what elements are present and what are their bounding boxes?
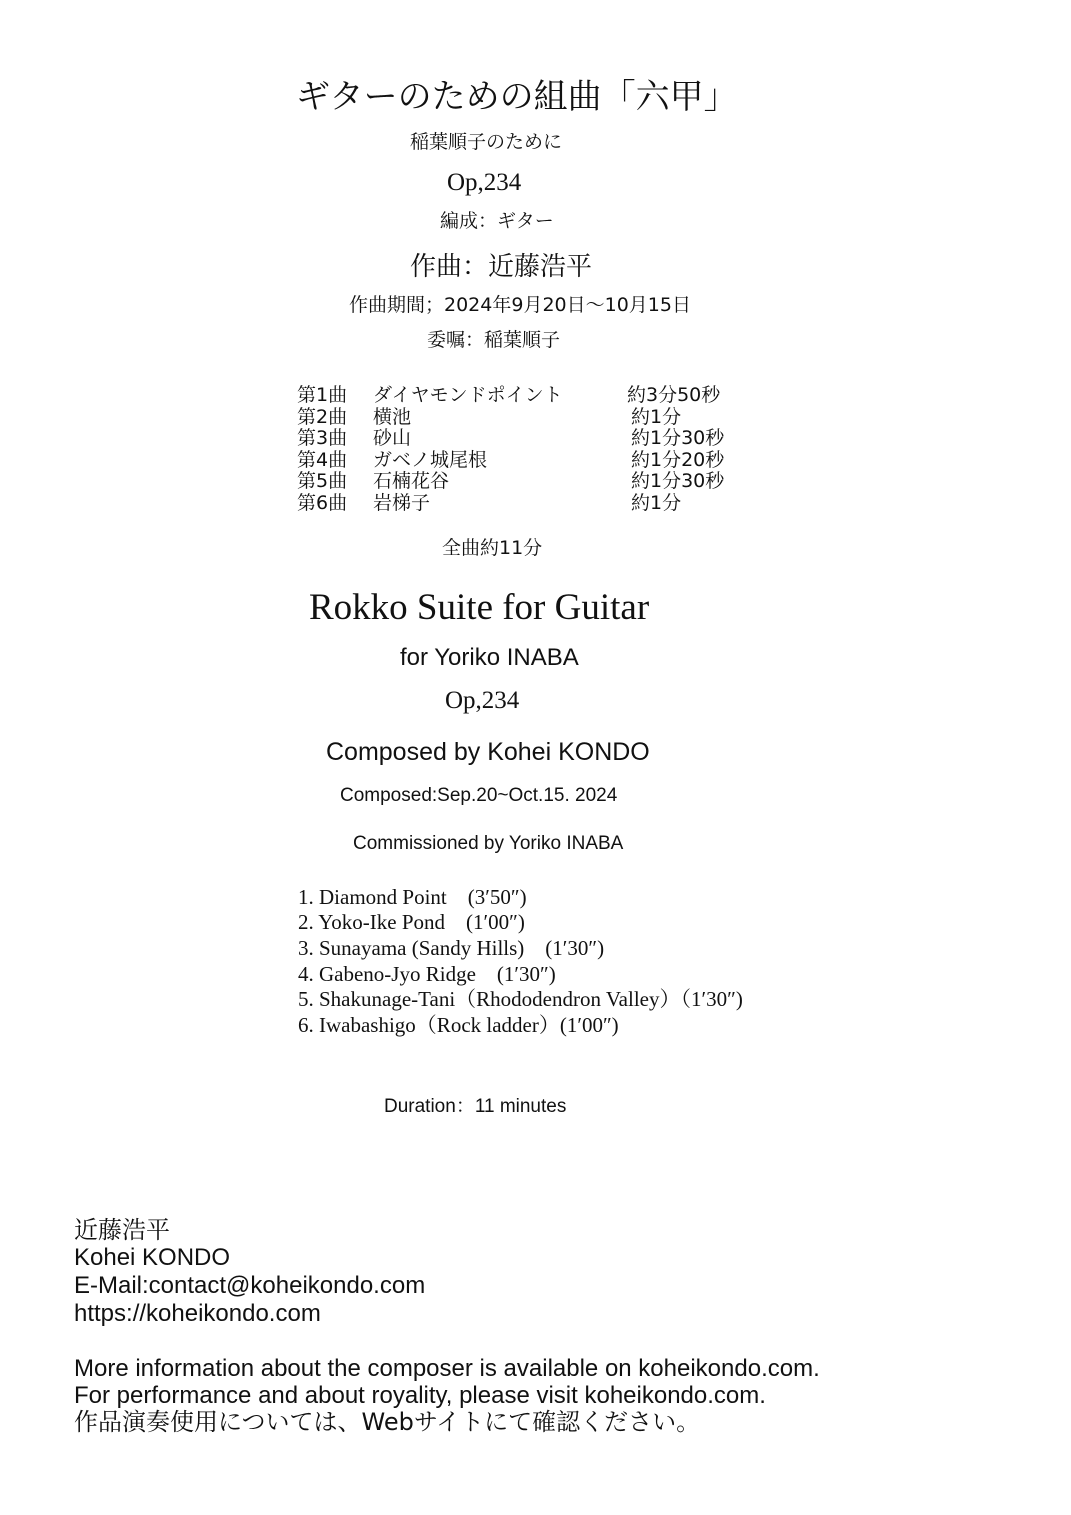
en-movement-row: 5. Shakunage-Tani（Rhododendron Valley）（1′30″): [298, 987, 743, 1011]
en-movement-row: 1. Diamond Point (3′50″): [298, 885, 527, 909]
jp-commission: 委嘱：稲葉順子: [427, 329, 561, 351]
jp-movement-number: 第2曲: [297, 406, 348, 428]
jp-movement-duration: 約3分50秒: [627, 384, 721, 406]
en-movement-row: 6. Iwabashigo（Rock ladder）(1′00″): [298, 1013, 619, 1037]
jp-instrumentation: 編成：ギター: [440, 210, 554, 232]
jp-movement-duration: 約1分: [631, 406, 682, 428]
jp-movement-duration: 約1分20秒: [631, 449, 725, 471]
contact-name-jp: 近藤浩平: [74, 1216, 170, 1244]
contact-email[interactable]: E-Mail:contact@koheikondo.com: [74, 1272, 426, 1299]
jp-movement-duration: 約1分30秒: [631, 470, 725, 492]
en-movement-row: 4. Gabeno-Jyo Ridge (1′30″): [298, 962, 556, 986]
jp-title: ギターのための組曲「六甲」: [296, 77, 738, 117]
jp-movement-number: 第1曲: [297, 384, 348, 406]
jp-movement-title: ガベノ城尾根: [373, 449, 488, 471]
jp-movement-number: 第5曲: [297, 470, 348, 492]
jp-movement-number: 第4曲: [297, 449, 348, 471]
jp-movement-title: 岩梯子: [373, 492, 431, 514]
jp-composer: 作曲：近藤浩平: [410, 252, 593, 282]
jp-composition-period: 作曲期間；2024年9月20日〜10月15日: [349, 294, 691, 316]
jp-movement-title: 石楠花谷: [373, 470, 450, 492]
jp-total-duration: 全曲約11分: [442, 537, 543, 559]
en-movement-row: 3. Sunayama (Sandy Hills) (1′30″): [298, 936, 605, 960]
en-dedication: for Yoriko INABA: [400, 644, 579, 671]
jp-dedication: 稲葉順子のために: [410, 131, 563, 153]
contact-name-en: Kohei KONDO: [74, 1244, 231, 1271]
en-composition-period: Composed:Sep.20~Oct.15. 2024: [340, 785, 618, 806]
en-title: Rokko Suite for Guitar: [309, 587, 650, 628]
en-total-duration: Duration：11 minutes: [384, 1096, 567, 1117]
jp-movement-duration: 約1分: [631, 492, 682, 514]
notice-line-info: More information about the composer is available on koheikondo.com.: [74, 1355, 820, 1382]
notice-line-jp: 作品演奏使用については、Webサイトにて確認ください。: [74, 1408, 701, 1436]
en-composer: Composed by Kohei KONDO: [326, 738, 650, 766]
en-opus: Op,234: [445, 687, 520, 714]
en-movement-row: 2. Yoko-Ike Pond (1′00″): [298, 910, 525, 934]
jp-movement-title: 砂山: [373, 427, 412, 449]
jp-movement-title: ダイヤモンドポイント: [373, 384, 563, 406]
jp-movement-number: 第3曲: [297, 427, 348, 449]
en-commission: Commissioned by Yoriko INABA: [353, 833, 624, 854]
contact-website-link[interactable]: https://koheikondo.com: [74, 1300, 321, 1327]
jp-movement-title: 横池: [373, 406, 412, 428]
notice-line-performance: For performance and about royality, please visit koheikondo.com.: [74, 1382, 766, 1409]
jp-opus: Op,234: [447, 169, 522, 196]
jp-movement-duration: 約1分30秒: [631, 427, 725, 449]
jp-movement-number: 第6曲: [297, 492, 348, 514]
